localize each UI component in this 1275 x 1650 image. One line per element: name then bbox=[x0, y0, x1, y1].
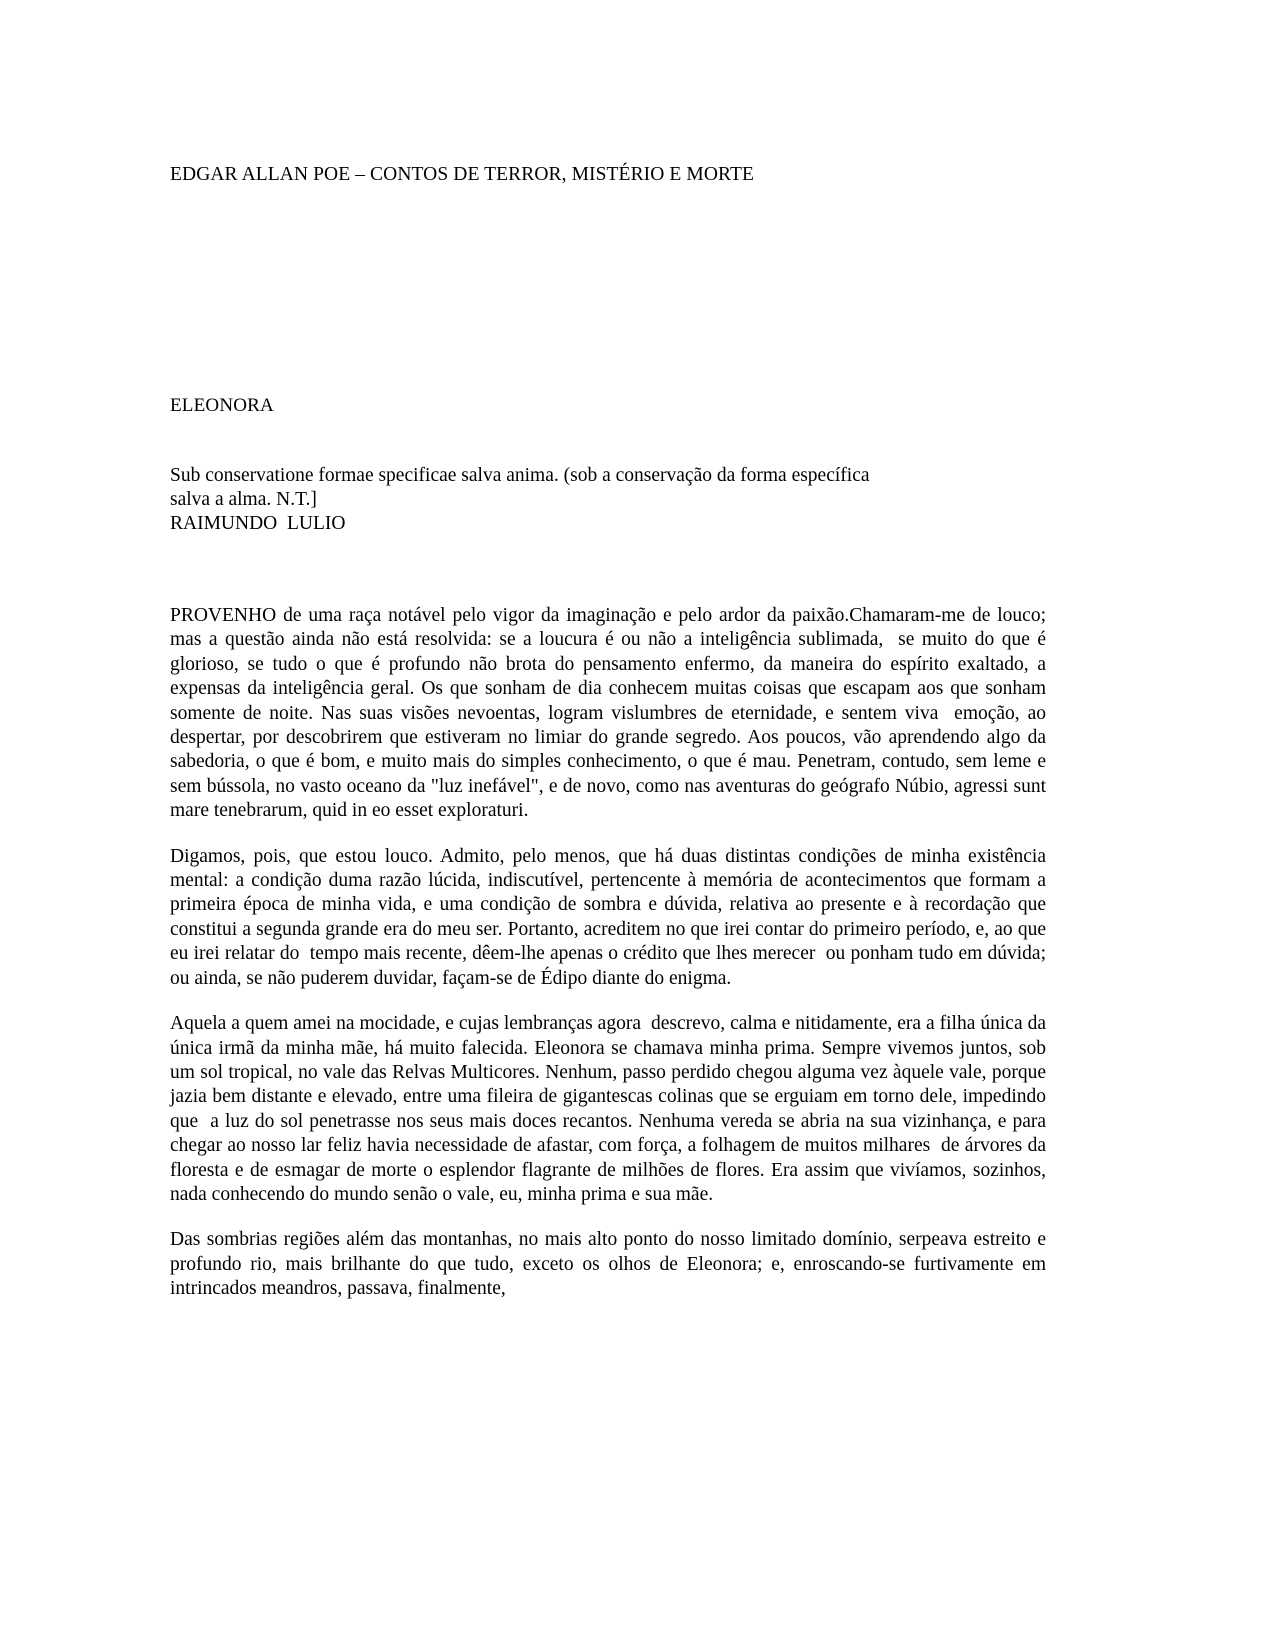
epigraph-attribution: RAIMUNDO LULIO bbox=[170, 513, 346, 534]
epigraph-block bbox=[170, 464, 1046, 536]
epigraph-line-1: Sub conservatione formae specificae salva anima. (sob a conservação da forma específica bbox=[170, 465, 870, 486]
paragraph: Aquela a quem amei na mocidade, e cujas lembranças agora descrevo, calma e nitidamente, era a filha única da única irmã da minha mãe, há muito falecida. Eleonora se chamava minha prima. Sempre vivemos juntos, sob um sol tropical, no vale das Relvas Multicores. Nenhum, passo perdido chegou alguma vez àquele vale, porque jazia bem distante e elevado, entre uma fileira de gigantescas colinas que se erguiam em torno dele, impedindo que a luz do sol penetrasse nos seus mais doces recantos. Nenhuma vereda se abria na sua vizinhança, e para chegar ao nosso lar feliz havia necessidade de afastar, com força, a folhagem de muitos milhares de árvores da floresta e de esmagar de morte o esplendor flagrante de milhões de flores. Era assim que vivíamos, sozinhos, nada conhecendo do mundo senão o vale, eu, minha prima e sua mãe. bbox=[170, 1013, 1051, 1205]
page-title: ELEONORA bbox=[170, 395, 274, 416]
paragraph: Digamos, pois, que estou louco. Admito, pelo menos, que há duas distintas condições de minha existência mental: a condição duma razão lúcida, indiscutível, pertencente à memória de acontecimentos que formam a primeira época de minha vida, e uma condição de sombra e dúvida, relativa ao presente e à recordação que constitui a segunda grande era do meu ser. Portanto, acreditem no que irei contar do primeiro período, e, ao que eu irei relatar do tempo mais recente, dêem-lhe apenas o crédito que lhes merecer ou ponham tudo em dúvida; ou ainda, se não puderem duvidar, façam-se de Édipo diante do enigma. bbox=[170, 845, 1051, 989]
paragraph: Das sombrias regiões além das montanhas, no mais alto ponto do nosso limitado domínio, serpeava estreito e profundo rio, mais brilhante do que tudo, exceto os olhos de Eleonora; e, enroscando-se furtivamente em intrincados meandros, passava, finalmente, bbox=[170, 1229, 1051, 1300]
body-text bbox=[170, 604, 1051, 1302]
running-head: EDGAR ALLAN POE – CONTOS DE TERROR, MISTÉRIO E MORTE bbox=[170, 164, 754, 185]
epigraph-line-2: salva a alma. N.T.] bbox=[170, 489, 317, 510]
paragraph: PROVENHO de uma raça notável pelo vigor da imaginação e pelo ardor da paixão.Chamaram-me de louco; mas a questão ainda não está resolvida: se a loucura é ou não a inteligência sublimada, se muito do que é glorioso, se tudo o que é profundo não brota do pensamento enfermo, da maneira do espírito exaltado, a expensas da inteligência geral. Os que sonham de dia conhecem muitas coisas que escapam aos que sonham somente de noite. Nas suas visões nevoentas, logram vislumbres de eternidade, e sentem viva emoção, ao despertar, por descobrirem que estiveram no limiar do grande segredo. Aos poucos, vão aprendendo algo da sabedoria, o que é bom, e muito mais do simples conhecimento, o que é mau. Penetram, contudo, sem leme e sem bússola, no vasto oceano da "luz inefável", e de novo, como nas aventuras do geógrafo Núbio, agressi sunt mare tenebrarum, quid in eo esset exploraturi. bbox=[170, 605, 1051, 822]
